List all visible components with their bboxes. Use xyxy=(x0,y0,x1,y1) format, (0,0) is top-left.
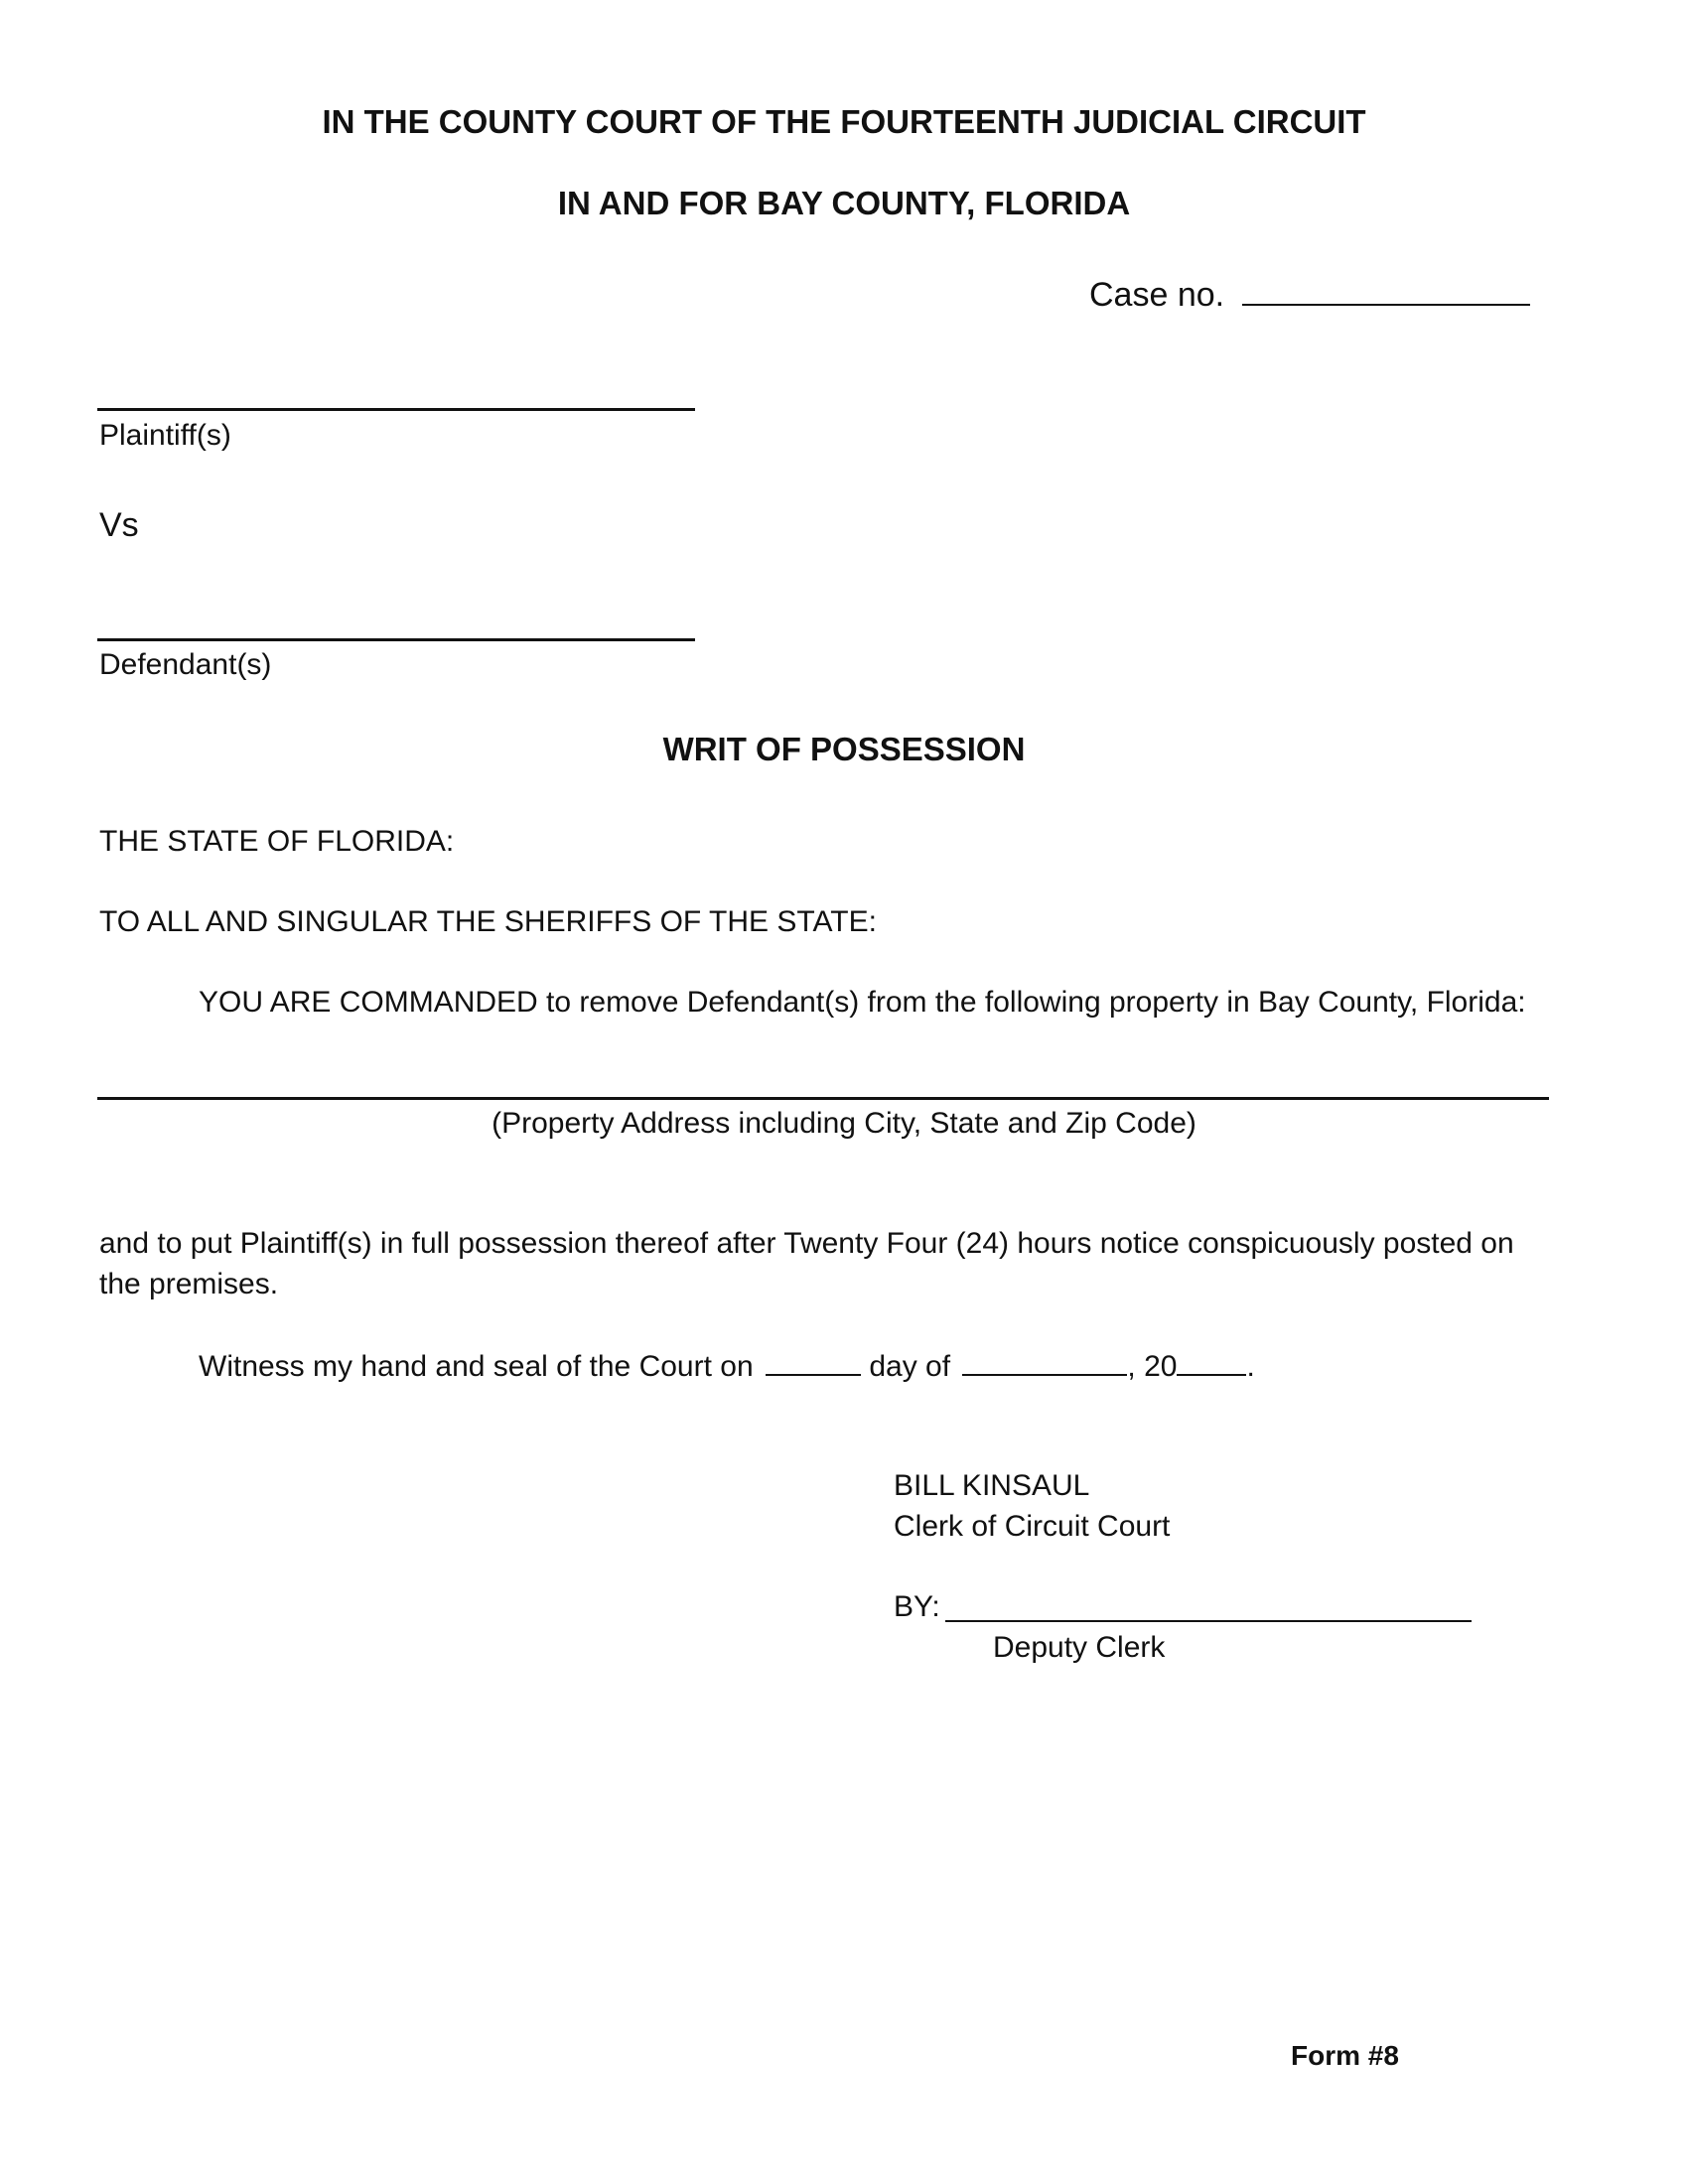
witness-end: . xyxy=(1246,1350,1255,1383)
county-heading: IN AND FOR BAY COUNTY, FLORIDA xyxy=(557,185,1131,221)
witness-month-blank[interactable] xyxy=(962,1348,1127,1376)
possession-line-1: and to put Plaintiff(s) in full possession thereof after Twenty Four (24) hours notice conspicuously posted on xyxy=(99,1227,1514,1260)
defendant-line[interactable] xyxy=(97,638,695,641)
court-heading: IN THE COUNTY COURT OF THE FOURTEENTH JUDICIAL CIRCUIT xyxy=(322,103,1366,140)
command-text: YOU ARE COMMANDED to remove Defendant(s) from the following property in Bay County, Florida: xyxy=(199,986,1526,1019)
versus-label: Vs xyxy=(99,506,139,544)
witness-day-label: day of xyxy=(869,1350,951,1383)
possession-line-2: the premises. xyxy=(99,1268,279,1300)
clerk-name: BILL KINSAUL xyxy=(894,1469,1090,1502)
witness-day-blank[interactable] xyxy=(766,1348,861,1376)
deputy-signature-line[interactable] xyxy=(945,1620,1472,1622)
case-number-field xyxy=(1089,276,1530,315)
document-title: WRIT OF POSSESSION xyxy=(662,731,1026,767)
witness-year-prefix: , 20 xyxy=(1127,1350,1178,1383)
by-label: BY: xyxy=(894,1590,940,1623)
case-number-blank[interactable] xyxy=(1242,278,1530,306)
case-number-label: Case no. xyxy=(1089,276,1225,314)
state-salutation: THE STATE OF FLORIDA: xyxy=(99,825,455,858)
defendant-label: Defendant(s) xyxy=(99,648,272,681)
witness-line xyxy=(199,1348,1255,1384)
deputy-clerk-label: Deputy Clerk xyxy=(993,1631,1166,1664)
plaintiff-label: Plaintiff(s) xyxy=(99,419,231,452)
property-address-caption: (Property Address including City, State and Zip Code) xyxy=(492,1107,1196,1140)
clerk-title: Clerk of Circuit Court xyxy=(894,1510,1171,1543)
plaintiff-line[interactable] xyxy=(97,408,695,411)
property-address-line[interactable] xyxy=(97,1097,1549,1100)
witness-year-blank[interactable] xyxy=(1177,1348,1246,1376)
sheriffs-salutation: TO ALL AND SINGULAR THE SHERIFFS OF THE STATE: xyxy=(99,905,877,938)
witness-prefix: Witness my hand and seal of the Court on xyxy=(199,1350,754,1383)
form-number: Form #8 xyxy=(1291,2040,1399,2071)
